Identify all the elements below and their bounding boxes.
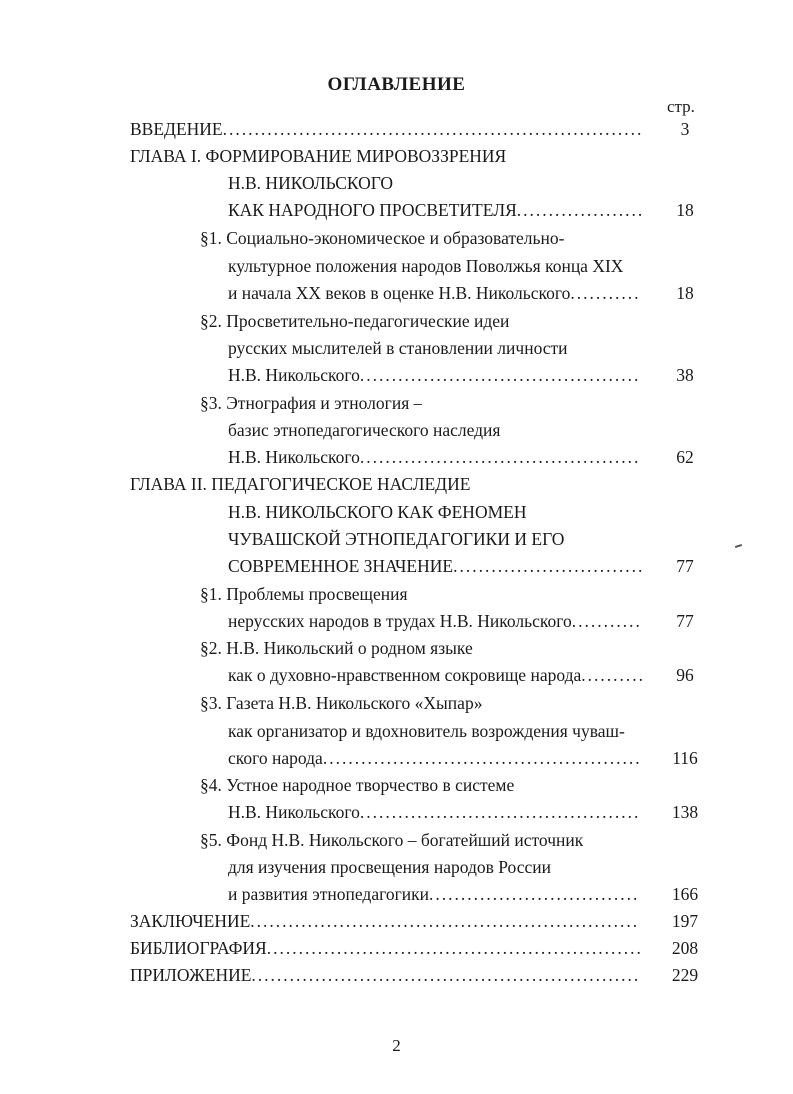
toc-entry-text: как о духовно-нравственном сокровище народа [228, 665, 582, 685]
toc-entry-text: §2. Просветительно-педагогические идеи [200, 311, 510, 331]
toc-entry-text: §4. Устное народное творчество в системе [200, 775, 515, 795]
toc-entry-text: нерусских народов в трудах Н.В. Никольского [228, 611, 572, 631]
toc-entry [228, 883, 652, 905]
toc-entry-text: культурное положения народов Поволжья конца XIX [228, 256, 624, 276]
toc-entry [200, 310, 509, 332]
dot-leader: ........................................................... [266, 938, 643, 958]
toc-page-number: 116 [672, 748, 698, 768]
toc-page-number: 62 [676, 447, 694, 467]
toc-page-number: 208 [671, 938, 699, 958]
toc-entry [130, 910, 652, 932]
toc-entry [200, 637, 473, 659]
toc-page-number: 197 [671, 911, 699, 931]
toc-page-number: 166 [671, 884, 699, 904]
toc-entry [130, 145, 506, 167]
toc-entry [228, 720, 625, 742]
toc-entry-text: ГЛАВА I. ФОРМИРОВАНИЕ МИРОВОЗЗРЕНИЯ [130, 146, 507, 166]
toc-entry [200, 829, 583, 851]
dot-leader: .................................................. [322, 748, 642, 768]
toc-entry-text: ВВЕДЕНИЕ [130, 119, 223, 139]
toc-entry-text: §1. Социально-экономическое и образовательно- [200, 228, 565, 248]
toc-page-number: 18 [676, 200, 694, 220]
toc-page-number: 96 [676, 665, 694, 685]
dot-leader: ............................................................. [251, 965, 641, 985]
toc-entry [200, 692, 482, 714]
toc-page-number: 138 [671, 802, 699, 822]
toc-entry [228, 747, 652, 769]
toc-entry-text: ЧУВАШСКОЙ ЭТНОПЕДАГОГИКИ И ЕГО [228, 529, 565, 549]
toc-entry-text: для изучения просвещения народов России [228, 857, 552, 877]
toc-entry [228, 199, 652, 221]
toc-entry [130, 964, 652, 986]
toc-entry-text: §3. Газета Н.В. Никольского «Хыпар» [200, 693, 483, 713]
toc-entry [130, 937, 652, 959]
dot-leader: .................... [516, 200, 645, 220]
dot-leader: .............................. [453, 556, 645, 576]
toc-entry-text: ГЛАВА II. ПЕДАГОГИЧЕСКОЕ НАСЛЕДИЕ [130, 474, 471, 494]
toc-entry [228, 419, 500, 441]
dot-leader: ........... [570, 283, 641, 303]
toc-entry-text: ЗАКЛЮЧЕНИЕ [130, 911, 251, 931]
toc-entry-text: §1. Проблемы просвещения [200, 584, 408, 604]
toc-entry-text: и начала XX веков в оценке Н.В. Никольского [228, 283, 571, 303]
toc-page-number: 77 [676, 556, 694, 576]
toc-entry [228, 801, 652, 823]
toc-page-number: 77 [676, 611, 694, 631]
toc-entry-text: ского народа [228, 748, 323, 768]
toc-entry [228, 172, 393, 194]
toc-entry-text: §3. Этнография и этнология – [200, 393, 423, 413]
page-title: ОГЛАВЛЕНИЕ [327, 74, 466, 95]
dot-leader: ............................................................. [250, 911, 640, 931]
toc-entry [228, 446, 652, 468]
toc-page-number: 229 [671, 965, 699, 985]
toc-entry-text: §5. Фонд Н.В. Никольского – богатейший источник [200, 830, 584, 850]
toc-page-number: 38 [676, 365, 694, 385]
toc-entry [130, 118, 652, 140]
toc-entry [228, 528, 564, 550]
toc-entry [200, 774, 514, 796]
dot-leader: ............................................ [359, 447, 641, 467]
toc-entry-text: §2. Н.В. Никольский о родном языке [200, 638, 473, 658]
toc-entry-text: КАК НАРОДНОГО ПРОСВЕТИТЕЛЯ [228, 200, 517, 220]
dot-leader: ................................. [429, 884, 640, 904]
toc-entry [228, 501, 526, 523]
toc-entry-text: Н.В. НИКОЛЬСКОГО КАК ФЕНОМЕН [228, 502, 527, 522]
dot-leader: ........... [571, 611, 642, 631]
toc-entry-text: Н.В. НИКОЛЬСКОГО [228, 173, 394, 193]
toc-entry [228, 555, 652, 577]
toc-page-number: 3 [680, 119, 690, 139]
dot-leader: ............................................ [359, 365, 641, 385]
toc-entry-text: базис этнопедагогического наследия [228, 420, 501, 440]
dot-leader: .................................................................. [222, 119, 644, 139]
toc-entry-text: ПРИЛОЖЕНИЕ [130, 965, 252, 985]
toc-entry [130, 473, 470, 495]
toc-entry [228, 282, 652, 304]
toc-entry-text: русских мыслителей в становлении личности [228, 338, 568, 358]
toc-entry-text: БИБЛИОГРАФИЯ [130, 938, 267, 958]
toc-entry [228, 337, 568, 359]
toc-entry [228, 255, 623, 277]
toc-entry [228, 364, 652, 386]
scan-mark [735, 544, 742, 548]
toc-page-number: 18 [676, 283, 694, 303]
toc-entry-text: Н.В. Никольского [228, 802, 360, 822]
page-column-label: стр. [667, 97, 695, 116]
toc-entry [200, 392, 422, 414]
toc-entry-text: Н.В. Никольского [228, 365, 360, 385]
dot-leader: ............................................ [359, 802, 641, 822]
toc-entry-text: Н.В. Никольского [228, 447, 360, 467]
toc-entry-text: СОВРЕМЕННОЕ ЗНАЧЕНИЕ [228, 556, 454, 576]
page-number: 2 [392, 1036, 401, 1055]
toc-entry [228, 610, 652, 632]
toc-entry [200, 227, 564, 249]
toc-entry [228, 664, 652, 686]
toc-entry [200, 583, 408, 605]
toc-entry-text: как организатор и вдохновитель возрождения чуваш- [228, 721, 625, 741]
dot-leader: .......... [581, 665, 645, 685]
toc-entry [228, 856, 551, 878]
toc-entry-text: и развития этнопедагогики [228, 884, 429, 904]
